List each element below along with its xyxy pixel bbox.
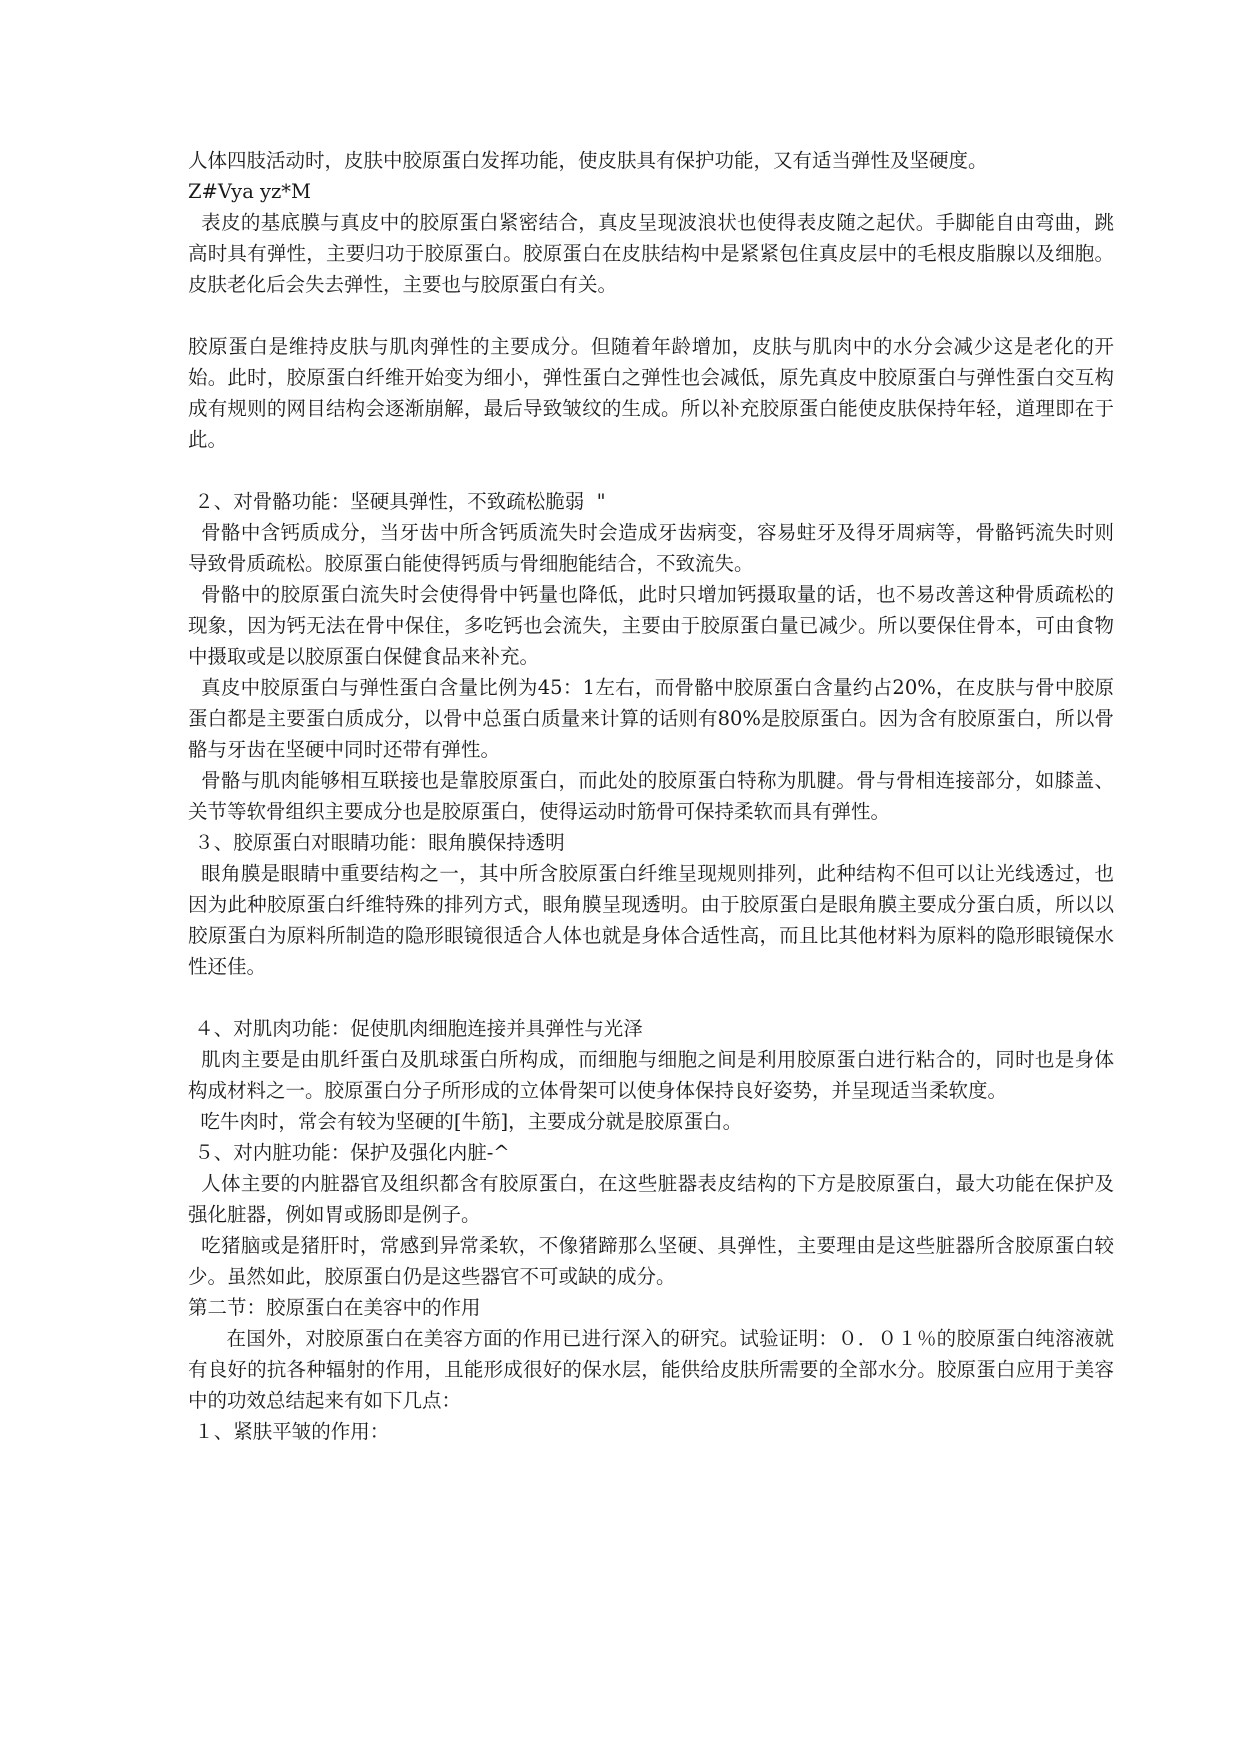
paragraph-skin-function: 人体四肢活动时，皮肤中胶原蛋白发挥功能，使皮肤具有保护功能，又有适当弹性及坚硬度。 xyxy=(188,149,988,172)
blank-line xyxy=(188,300,1114,331)
paragraph-beef-tendon: 吃牛肉时，常会有较为坚硬的[牛筋]，主要成分就是胶原蛋白。 xyxy=(188,1110,743,1133)
paragraph-pig-organs: 吃猪脑或是猪肝时，常感到异常柔软，不像猪蹄那么坚硬、具弹性，主要理由是这些脏器所含胶原蛋白较少。虽然如此，胶原蛋白仍是这些器官不可或缺的成分。 xyxy=(188,1234,1114,1288)
paragraph-organs: 人体主要的内脏器官及组织都含有胶原蛋白，在这些脏器表皮结构的下方是胶原蛋白，最大功能在保护及强化脏器，例如胃或肠即是例子。 xyxy=(188,1172,1114,1226)
blank-line xyxy=(188,455,1114,486)
paragraph-tendon: 骨骼与肌肉能够相互联接也是靠胶原蛋白，而此处的胶原蛋白特称为肌腱。骨与骨相连接部分，如膝盖、关节等软骨组织主要成分也是胶原蛋白，使得运动时筋骨可保持柔软而具有弹性。 xyxy=(188,769,1114,823)
heading-eye-function: ３、胶原蛋白对眼睛功能：眼角膜保持透明 xyxy=(188,831,565,854)
paragraph-garbled-text: Z#Vya yz*M xyxy=(188,180,312,203)
document-body xyxy=(188,145,1114,1447)
paragraph-bone-calcium: 骨骼中含钙质成分，当牙齿中所含钙质流失时会造成牙齿病变，容易蛀牙及得牙周病等，骨骼钙流失时则导致骨质疏松。胶原蛋白能使得钙质与骨细胞能结合，不致流失。 xyxy=(188,521,1114,575)
paragraph-bone-loss: 骨骼中的胶原蛋白流失时会使得骨中钙量也降低，此时只增加钙摄取量的话，也不易改善这种骨质疏松的现象，因为钙无法在骨中保住，多吃钙也会流失，主要由于胶原蛋白量已减少。所以要保住骨本，可由食物中摄取或是以胶原蛋白保健食品来补充。 xyxy=(188,583,1114,668)
heading-muscle-function: ４、对肌肉功能：促使肌肉细胞连接并具弹性与光泽 xyxy=(188,1017,643,1040)
paragraph-elasticity: 胶原蛋白是维持皮肤与肌肉弹性的主要成分。但随着年龄增加，皮肤与肌肉中的水分会减少这是老化的开始。此时，胶原蛋白纤维开始变为细小，弹性蛋白之弹性也会减低，原先真皮中胶原蛋白与弹性蛋白交互构成有规则的网目结构会逐渐崩解，最后导致皱纹的生成。所以补充胶原蛋白能使皮肤保持年轻，道理即在于此。 xyxy=(188,335,1114,451)
blank-line xyxy=(188,982,1114,1013)
paragraph-basement-membrane: 表皮的基底膜与真皮中的胶原蛋白紧密结合，真皮呈现波浪状也使得表皮随之起伏。手脚能自由弯曲，跳高时具有弹性，主要归功于胶原蛋白。胶原蛋白在皮肤结构中是紧紧包住真皮层中的毛根皮脂腺以及细胞。皮肤老化后会失去弹性，主要也与胶原蛋白有关。 xyxy=(188,211,1114,296)
heading-bone-function: ２、对骨骼功能：坚硬具弹性，不致疏松脆弱 " xyxy=(188,490,606,513)
paragraph-collagen-ratio: 真皮中胶原蛋白与弹性蛋白含量比例为45：1左右，而骨骼中胶原蛋白含量约占20%，在皮肤与骨中胶原蛋白都是主要蛋白质成分，以骨中总蛋白质量来计算的话则有80%是胶原蛋白。因为含有胶原蛋白，所以骨骼与牙齿在坚硬中同时还带有弹性。 xyxy=(188,676,1114,761)
paragraph-muscle: 肌肉主要是由肌纤蛋白及肌球蛋白所构成，而细胞与细胞之间是利用胶原蛋白进行粘合的，同时也是身体构成材料之一。胶原蛋白分子所形成的立体骨架可以使身体保持良好姿势，并呈现适当柔软度。 xyxy=(188,1048,1114,1102)
heading-firming: １、紧肤平皱的作用： xyxy=(188,1420,390,1443)
paragraph-beauty-research: 在国外，对胶原蛋白在美容方面的作用已进行深入的研究。试验证明：０．０１％的胶原蛋白纯溶液就有良好的抗各种辐射的作用，且能形成很好的保水层，能供给皮肤所需要的全部水分。胶原蛋白应用于美容中的功效总结起来有如下几点： xyxy=(188,1327,1114,1412)
section-heading-beauty: 第二节：胶原蛋白在美容中的作用 xyxy=(188,1296,481,1319)
paragraph-cornea: 眼角膜是眼睛中重要结构之一，其中所含胶原蛋白纤维呈现规则排列，此种结构不但可以让光线透过，也因为此种胶原蛋白纤维特殊的排列方式，眼角膜呈现透明。由于胶原蛋白是眼角膜主要成分蛋白质，所以以胶原蛋白为原料所制造的隐形眼镜很适合人体也就是身体合适性高，而且比其他材料为原料的隐形眼镜保水性还佳。 xyxy=(188,862,1114,978)
heading-organ-function: ５、对内脏功能：保护及强化内脏-^ xyxy=(188,1141,510,1164)
